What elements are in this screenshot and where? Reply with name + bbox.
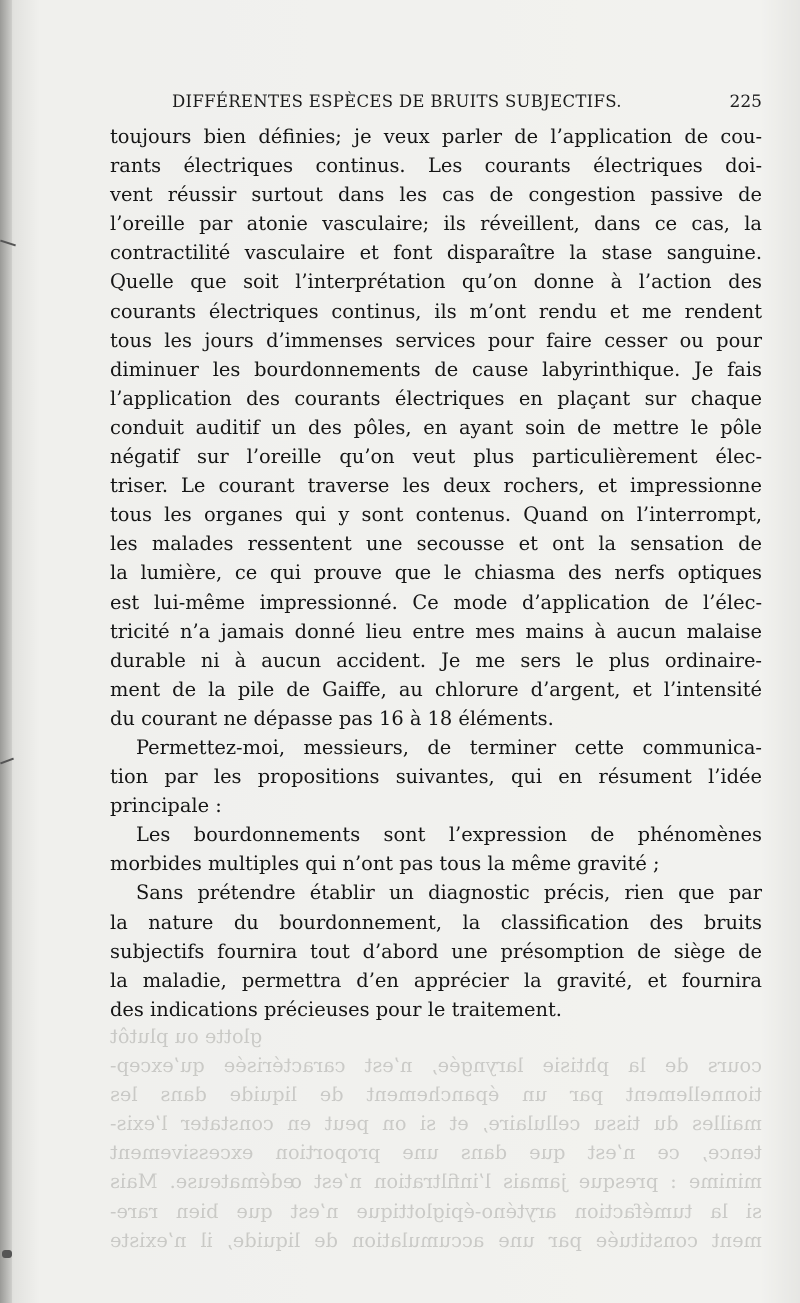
- bleed-line: tence, ce n’est que dans une proportion excessivement: [110, 1141, 762, 1165]
- text-line: courants électriques continus, ils m’ont rendu et me rendent: [110, 299, 762, 323]
- text-line: l’application des courants électriques en plaçant sur chaque: [110, 386, 762, 410]
- bleed-through-text: [110, 1022, 762, 1255]
- bleed-line: ment constituée par une accumulation de liquide, il n’existe: [110, 1228, 762, 1252]
- text-line: tricité n’a jamais donné lieu entre mes mains à aucun malaise: [110, 619, 762, 643]
- text-line: contractilité vasculaire et font disparaître la stase sanguine.: [110, 241, 762, 265]
- text-line: vent réussir surtout dans les cas de congestion passive de: [110, 183, 762, 207]
- text-line: tous les jours d’immenses services pour faire cesser ou pour: [110, 328, 762, 352]
- text-line: durable ni à aucun accident. Je me sers le plus ordinaire-: [110, 648, 762, 672]
- text-line: la maladie, permettra d’en apprécier la gravité, et fournira: [110, 968, 762, 992]
- running-title: DIFFÉRENTES ESPÈCES DE BRUITS SUBJECTIFS.: [172, 92, 622, 111]
- bleed-line: si la tuméfaction aryténo-épiglottique n’est que bien rare-: [110, 1199, 762, 1223]
- text-line: la lumière, ce qui prouve que le chiasma des nerfs optiques: [110, 561, 762, 585]
- text-line: Sans prétendre établir un diagnostic précis, rien que par: [136, 881, 762, 905]
- text-line: subjectifs fournira tout d’abord une présomption de siège de: [110, 939, 762, 963]
- margin-mark: [2, 1250, 12, 1258]
- text-line: morbides multiples qui n’ont pas tous la même gravité ;: [110, 852, 660, 876]
- text-line: négatif sur l’oreille qu’on veut plus particulièrement élec-: [110, 445, 762, 469]
- page-number: 225: [729, 92, 762, 112]
- text-line: toujours bien définies; je veux parler de l’application de cou-: [110, 125, 762, 148]
- body-text: [110, 122, 762, 1024]
- bleed-line: glotte ou plutôt: [110, 1025, 263, 1048]
- text-line: principale :: [110, 794, 222, 818]
- text-line: les malades ressentent une secousse et ont la sensation de: [110, 532, 762, 556]
- bleed-line: minime : presque jamais l’infiltration n’est œdémateuse. Mais: [110, 1170, 762, 1194]
- text-line: est lui-même impressionné. Ce mode d’application de l’élec-: [110, 590, 762, 614]
- text-line: l’oreille par atonie vasculaire; ils réveillent, dans ce cas, la: [110, 212, 762, 236]
- text-line: du courant ne dépasse pas 16 à 18 éléments.: [110, 706, 554, 730]
- text-line: la nature du bourdonnement, la classification des bruits: [110, 910, 762, 934]
- bleed-line: cours de la phtisie laryngée, n’est caractérisée qu’excep-: [110, 1054, 762, 1078]
- text-line: ment de la pile de Gaiffe, au chlorure d’argent, et l’intensité: [110, 677, 762, 701]
- text-line: Les bourdonnements sont l’expression de phénomènes: [136, 823, 762, 847]
- text-line: conduit auditif un des pôles, en ayant soin de mettre le pôle: [110, 415, 762, 439]
- text-line: triser. Le courant traverse les deux rochers, et impressionne: [110, 474, 762, 498]
- text-line: des indications précieuses pour le traitement.: [110, 997, 562, 1021]
- text-line: Quelle que soit l’interprétation qu’on donne à l’action des: [110, 270, 762, 294]
- page-gutter-shadow: [0, 0, 12, 1303]
- text-line: tion par les propositions suivantes, qui en résument l’idée: [110, 765, 762, 789]
- bleed-line: mailles du tissu cellulaire, et si on peut en constater l’exis-: [110, 1112, 762, 1136]
- text-line: Permettez-moi, messieurs, de terminer cette communica-: [136, 735, 762, 759]
- bleed-line: tionnellement par un épanchement de liquide dans les: [110, 1083, 762, 1107]
- text-line: tous les organes qui y sont contenus. Quand on l’interrompt,: [110, 503, 762, 527]
- page-header: [110, 88, 762, 118]
- text-line: diminuer les bourdonnements de cause labyrinthique. Je fais: [110, 357, 762, 381]
- text-line: rants électriques continus. Les courants électriques doi-: [110, 154, 762, 178]
